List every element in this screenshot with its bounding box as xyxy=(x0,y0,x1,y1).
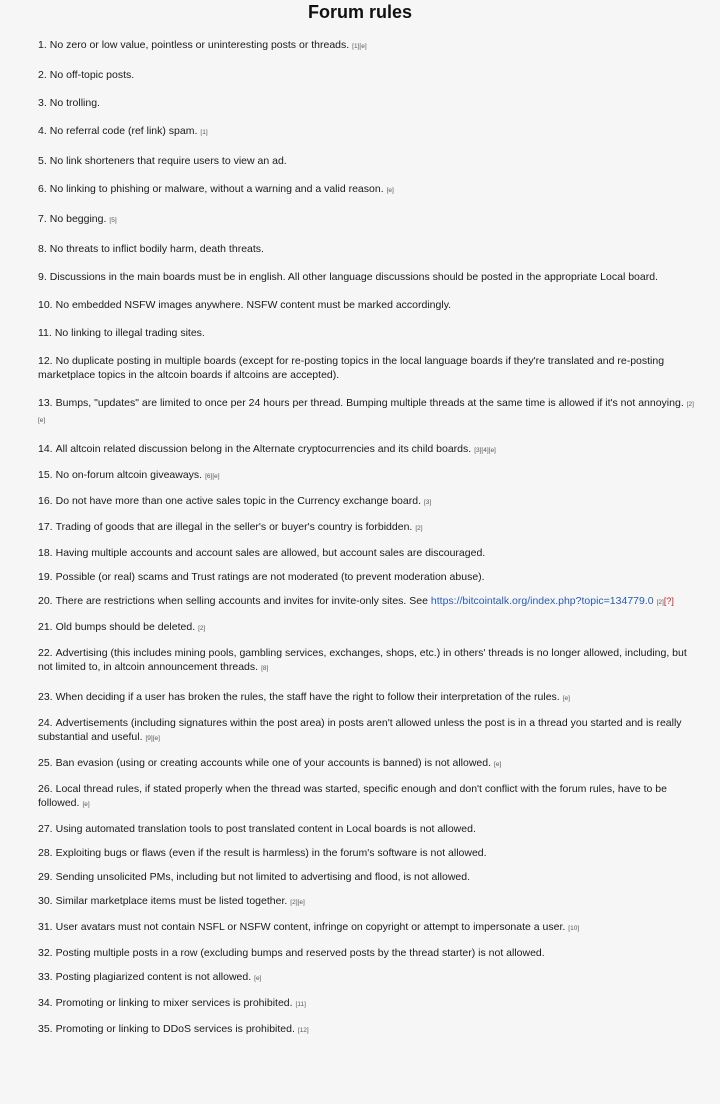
rule-text: User avatars must not contain NSFL or NSFW content, infringe on copyright or attempt to impersonate a user. xyxy=(55,921,566,933)
rule-item xyxy=(38,822,700,836)
rule-number: 15. xyxy=(38,469,53,481)
rule-text: No off-topic posts. xyxy=(49,69,135,81)
rule-text: No link shorteners that require users to view an ad. xyxy=(49,155,287,167)
rule-text: No begging. xyxy=(49,213,107,225)
rule-number: 5. xyxy=(38,155,47,167)
rule-number: 18. xyxy=(38,547,53,559)
rule-item xyxy=(38,782,700,812)
rule-text: Exploiting bugs or flaws (even if the result is harmless) in the forum's software is not allowed. xyxy=(55,847,487,859)
rule-number: 6. xyxy=(38,183,47,195)
rule-text: Old bumps should be deleted. xyxy=(55,621,196,633)
rule-item xyxy=(38,756,700,772)
rule-text: Discussions in the main boards must be in english. All other language discussions should be posted in the appropriate Local board. xyxy=(49,271,658,283)
rule-reference[interactable]: [e] xyxy=(82,801,90,808)
rule-reference[interactable]: [2] xyxy=(198,625,206,632)
rule-reference[interactable]: [e] xyxy=(562,695,570,702)
rule-reference[interactable]: [8] xyxy=(261,665,269,672)
help-link[interactable]: [?] xyxy=(663,596,674,606)
rule-item xyxy=(38,270,700,284)
rule-number: 17. xyxy=(38,521,53,533)
rule-number: 27. xyxy=(38,823,53,835)
rule-item xyxy=(38,396,700,428)
rule-item xyxy=(38,870,700,884)
rule-number: 35. xyxy=(38,1023,53,1035)
rule-reference[interactable]: [9][e] xyxy=(145,735,160,742)
rule-item xyxy=(38,520,700,536)
rule-text: Advertisements (including signatures within the post area) in posts aren't allowed unless the post is in a thread you started and is really substantial and useful. xyxy=(38,717,682,743)
rule-number: 21. xyxy=(38,621,53,633)
rule-text: No linking to illegal trading sites. xyxy=(54,327,205,339)
rule-item xyxy=(38,212,700,228)
rule-text: No on-forum altcoin giveaways. xyxy=(55,469,203,481)
rule-item xyxy=(38,68,700,82)
rule-number: 3. xyxy=(38,97,47,109)
rule-number: 2. xyxy=(38,69,47,81)
rule-number: 16. xyxy=(38,495,53,507)
rule-text: Posting plagiarized content is not allowed. xyxy=(55,971,252,983)
rule-item xyxy=(38,38,700,54)
rule-number: 10. xyxy=(38,299,53,311)
rule-reference[interactable]: [1] xyxy=(200,129,208,136)
rule-reference[interactable]: [10] xyxy=(568,925,580,932)
rule-reference[interactable]: [5] xyxy=(109,217,117,224)
rule-reference[interactable]: [12] xyxy=(297,1027,309,1034)
rule-text: No zero or low value, pointless or uninteresting posts or threads. xyxy=(49,39,350,51)
rule-number: 31. xyxy=(38,921,53,933)
rule-reference[interactable]: [3] xyxy=(424,499,432,506)
rule-text: Having multiple accounts and account sales are allowed, but account sales are discouraged. xyxy=(55,547,486,559)
rule-reference[interactable]: [3][4][e] xyxy=(474,447,496,454)
rule-number: 32. xyxy=(38,947,53,959)
rule-reference[interactable]: [2] xyxy=(415,525,423,532)
rules-list xyxy=(38,38,700,1038)
rule-number: 25. xyxy=(38,757,53,769)
rule-number: 24. xyxy=(38,717,53,729)
rule-reference[interactable]: [2] xyxy=(656,599,664,606)
rule-item xyxy=(38,894,700,910)
rule-number: 26. xyxy=(38,783,53,795)
rule-number: 19. xyxy=(38,571,53,583)
rule-item xyxy=(38,468,700,484)
rule-item xyxy=(38,154,700,168)
rule-item xyxy=(38,996,700,1012)
rule-text: No linking to phishing or malware, without a warning and a valid reason. xyxy=(49,183,384,195)
rule-text: Ban evasion (using or creating accounts while one of your accounts is banned) is not allowed. xyxy=(55,757,492,769)
rule-item xyxy=(38,594,700,610)
rule-text: No embedded NSFW images anywhere. NSFW content must be marked accordingly. xyxy=(55,299,452,311)
rule-text: Promoting or linking to DDoS services is prohibited. xyxy=(55,1023,295,1035)
rule-text: No referral code (ref link) spam. xyxy=(49,125,198,137)
rule-item xyxy=(38,570,700,584)
rule-text: Local thread rules, if stated properly when the thread was started, specific enough and don't conflict with the forum rules, have to be followed. xyxy=(38,783,667,809)
rule-text: Using automated translation tools to post translated content in Local boards is not allowed. xyxy=(55,823,476,835)
rule-text: No trolling. xyxy=(49,97,100,109)
rule-item xyxy=(38,494,700,510)
rule-item xyxy=(38,326,700,340)
rule-item xyxy=(38,716,700,746)
rule-number: 20. xyxy=(38,595,53,607)
rule-item xyxy=(38,970,700,986)
rule-reference[interactable]: [e] xyxy=(254,975,262,982)
rule-number: 29. xyxy=(38,871,53,883)
rule-text: Sending unsolicited PMs, including but not limited to advertising and flood, is not allowed. xyxy=(55,871,471,883)
rule-number: 22. xyxy=(38,647,53,659)
rule-reference[interactable]: [e] xyxy=(494,761,502,768)
rule-text: Promoting or linking to mixer services is prohibited. xyxy=(55,997,293,1009)
rule-reference[interactable]: [11] xyxy=(295,1001,306,1008)
rule-text: Do not have more than one active sales topic in the Currency exchange board. xyxy=(55,495,421,507)
rule-text: Bumps, "updates" are limited to once per 24 hours per thread. Bumping multiple threads at the same time is allowed if it's not annoying. xyxy=(55,397,684,409)
rule-reference[interactable]: [2][e] xyxy=(38,401,694,424)
rule-item xyxy=(38,620,700,636)
rule-reference[interactable]: [6][e] xyxy=(205,473,220,480)
rule-text: Advertising (this includes mining pools, gambling services, exchanges, shops, etc.) in others' threads is no longer allowed, including, but not limited to, in altcoin announcement threads. xyxy=(38,647,687,673)
rule-text: No duplicate posting in multiple boards (except for re-posting topics in the local language boards if they're translated and re-posting marketplace topics in the altcoin boards if altcoins are accepted). xyxy=(38,355,665,381)
rule-number: 11. xyxy=(38,327,52,339)
rule-reference[interactable]: [2][e] xyxy=(290,899,305,906)
rule-number: 14. xyxy=(38,443,53,455)
rule-item xyxy=(38,354,700,382)
rule-number: 8. xyxy=(38,243,47,255)
rule-text: All altcoin related discussion belong in the Alternate cryptocurrencies and its child boards. xyxy=(55,443,472,455)
rule-text: No threats to inflict bodily harm, death threats. xyxy=(49,243,264,255)
page-title: Forum rules xyxy=(307,2,413,22)
rule-text: Trading of goods that are illegal in the seller's or buyer's country is forbidden. xyxy=(55,521,413,533)
rule-number: 34. xyxy=(38,997,53,1009)
rule-item xyxy=(38,546,700,560)
rule-text: Posting multiple posts in a row (excluding bumps and reserved posts by the thread starter) is not allowed. xyxy=(55,947,545,959)
rule-item xyxy=(38,96,700,110)
rule-text: There are restrictions when selling accounts and invites for invite-only sites. See xyxy=(55,595,428,607)
rule-number: 4. xyxy=(38,125,47,137)
rule-item xyxy=(38,920,700,936)
rule-text: Similar marketplace items must be listed together. xyxy=(55,895,288,907)
rule-reference[interactable]: [e] xyxy=(386,187,394,194)
rule-item xyxy=(38,124,700,140)
rule-item xyxy=(38,298,700,312)
rule-number: 12. xyxy=(38,355,53,367)
rule-number: 7. xyxy=(38,213,47,225)
rule-item xyxy=(38,442,700,458)
rule-number: 28. xyxy=(38,847,53,859)
rule-item xyxy=(38,690,700,706)
rule-number: 9. xyxy=(38,271,47,283)
rule-link[interactable]: https://bitcointalk.org/index.php?topic=134779.0 xyxy=(430,595,654,607)
rule-item xyxy=(38,1022,700,1038)
rule-text: Possible (or real) scams and Trust ratings are not moderated (to prevent moderation abuse). xyxy=(55,571,485,583)
rule-number: 33. xyxy=(38,971,53,983)
rule-number: 13. xyxy=(38,397,53,409)
rule-reference[interactable]: [1][e] xyxy=(352,43,367,50)
rule-number: 1. xyxy=(38,39,47,51)
rule-text: When deciding if a user has broken the rules, the staff have the right to follow their interpretation of the rules. xyxy=(55,691,560,703)
rule-item xyxy=(38,946,700,960)
rule-item xyxy=(38,182,700,198)
rule-number: 30. xyxy=(38,895,53,907)
rule-item xyxy=(38,242,700,256)
rule-number: 23. xyxy=(38,691,53,703)
rule-item xyxy=(38,646,700,676)
rule-item xyxy=(38,846,700,860)
